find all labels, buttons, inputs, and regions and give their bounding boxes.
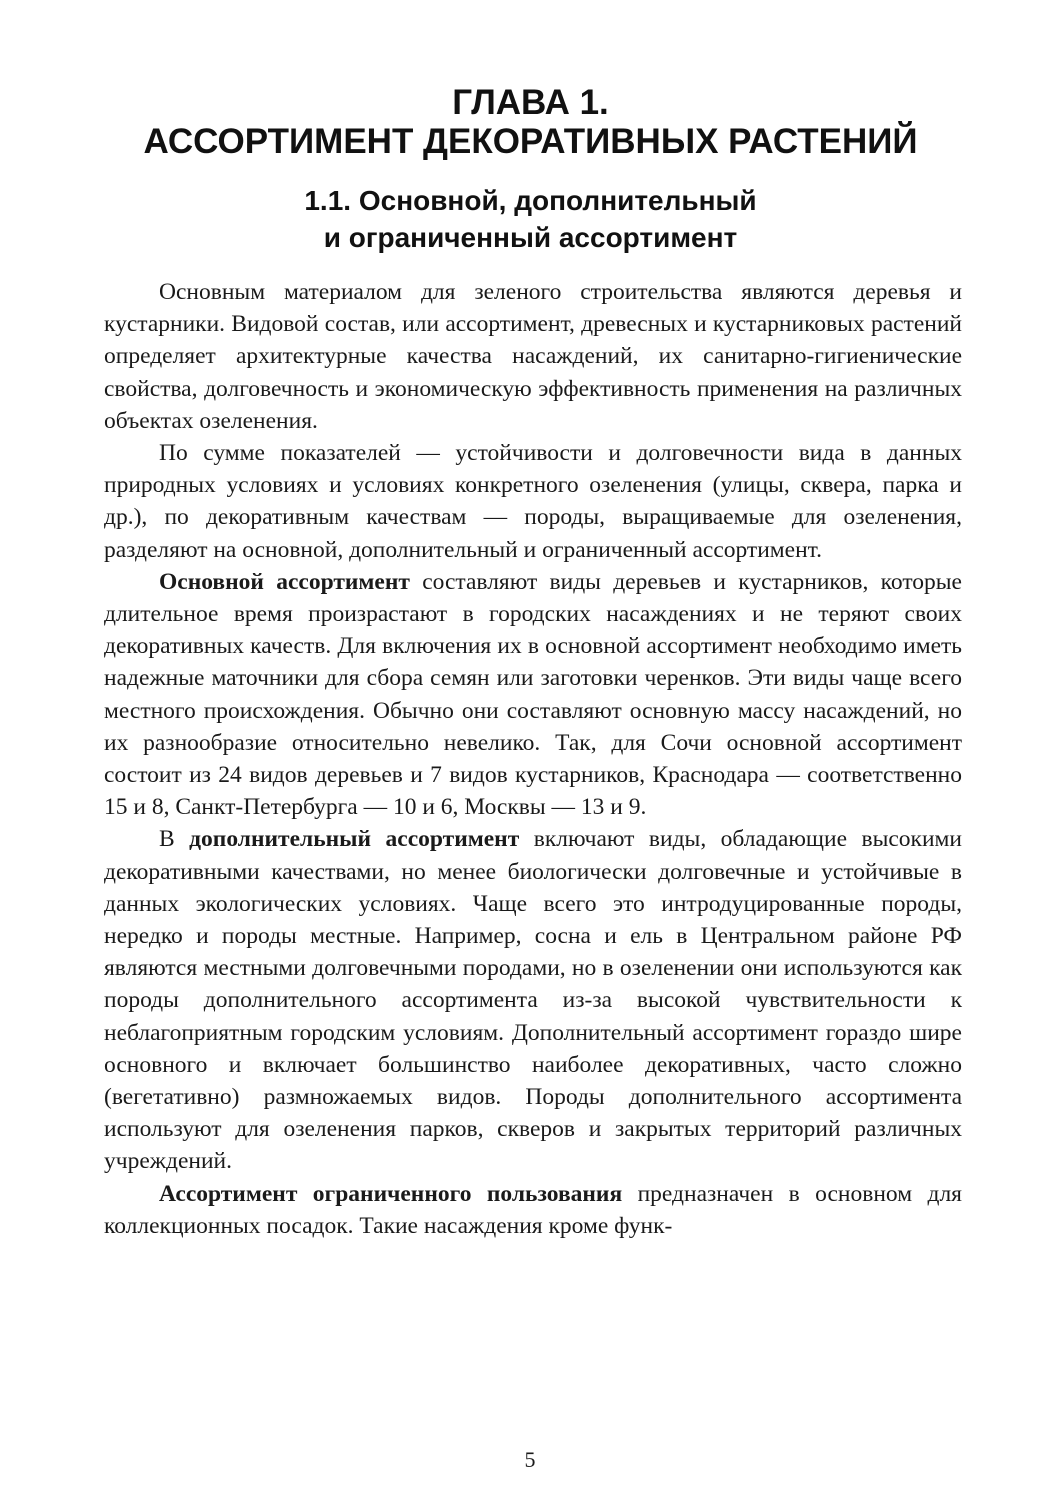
page-number: 5 (524, 1447, 536, 1472)
paragraph-classification (104, 437, 962, 566)
paragraph-main-assortment (104, 566, 962, 824)
term-main-assortment: Основной ассортимент (159, 568, 410, 595)
paragraph-text: составляют виды деревьев и кустарников, которые длительное время произрастают в городских насаждениях и не теряют своих декоративных качеств. Для включения их в основной ассортимент необходимо иметь надежные маточники для сбора семян или заготовки черенков. Эти виды чаще всего местного происхождения. Обычно они составляют основную массу насаждений, но их разнообразие относительно невелико. Так, для Сочи основной ассортимент состоит из 24 видов деревьев и 7 видов кустарников, Краснодара — соответственно 15 и 8, Санкт-Петербурга — 10 и 6, Москвы — 13 и 9. (104, 568, 962, 821)
paragraph-limited-assortment (104, 1178, 962, 1242)
paragraph-prefix: В (159, 826, 190, 853)
paragraph-additional-assortment (104, 823, 962, 1177)
paragraph-text: По сумме показателей — устойчивости и долговечности вида в данных природных условиях и условиях конкретного озеленения (улицы, сквера, парка и др.), по декоративным качествам — породы, выращиваемые для озеленения, разделяют на основной, дополнительный и ограниченный ассортимент. (104, 440, 962, 563)
body-text (104, 276, 962, 1242)
term-additional-assortment: дополнительный ассортимент (189, 826, 520, 853)
section-title-continued: и ограниченный ассортимент (323, 222, 738, 253)
chapter-title: ГЛАВА 1. (452, 83, 609, 122)
paragraph-text: Основным материалом для зеленого строительства являются деревья и кустарники. Видовой состав, или ассортимент, древесных и кустарниковых растений определяет архитектурные качества насаждений, их санитарно-гигиенические свойства, долговечность и экономическую эффективность применения на различных объектах озеленения. (104, 279, 962, 434)
paragraph-text: предназначен в основном для коллекционных посадок. Такие насаждения кроме функ- (104, 1180, 962, 1239)
section-title: 1.1. Основной, дополнительный (304, 185, 757, 216)
paragraph-text: включают виды, обладающие высокими декоративными качествами, но менее биологически долговечные и устойчивые в данных экологических условиях. Чаще всего это интродуцированные породы, нередко и породы местные. Например, сосна и ель в Центральном районе РФ являются местными долговечными породами, но в озеленении они используются как породы дополнительного ассортимента из-за высокой чувствительности к неблагоприятным городским условиям. Дополнительный ассортимент гораздо шире основного и включает большинство наиболее декоративных, часто сложно (вегетативно) размножаемых видов. Породы дополнительного ассортимента используют для озеленения парков, скверов и закрытых территорий различных учреждений. (104, 826, 962, 1175)
term-limited-assortment: Ассортимент ограниченного пользования (159, 1180, 623, 1207)
paragraph-intro (104, 276, 962, 437)
chapter-subtitle: АССОРТИМЕНТ ДЕКОРАТИВНЫХ РАСТЕНИЙ (143, 122, 918, 161)
